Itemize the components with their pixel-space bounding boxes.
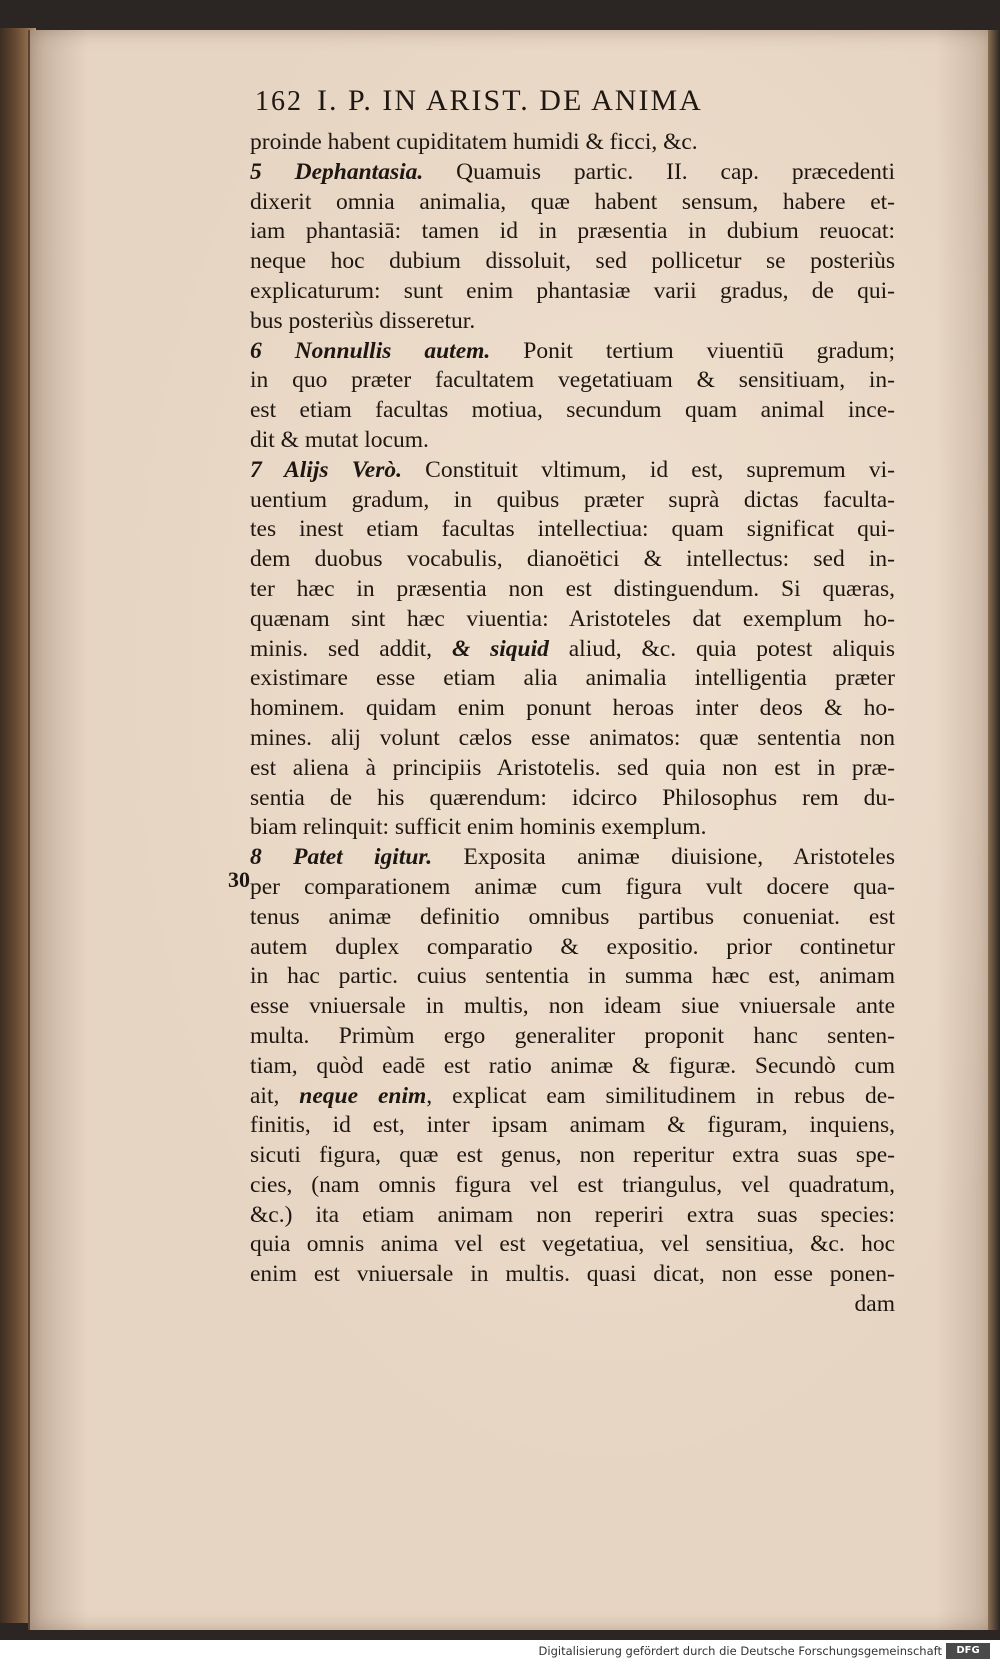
digitization-footer: [0, 1640, 1000, 1667]
line-text: cies, (nam omnis figura vel est triangulus, vel quadratum,: [250, 1171, 895, 1198]
line-text: est etiam facultas motiua, secundum quam animal ince-: [250, 397, 895, 424]
text-line: [250, 575, 895, 605]
text-line: [250, 664, 895, 694]
line-text: biam relinquit: sufficit enim hominis exemplum.: [250, 814, 707, 841]
commentary-text: [250, 128, 895, 1320]
line-text: per comparationem animæ cum figura vult docere qua-: [250, 873, 895, 900]
text-line: [250, 754, 895, 784]
line-text: in quo præter facultatem vegetatiuam & sensitiuam, in-: [250, 367, 895, 394]
text-line: [250, 962, 895, 992]
line-text: mines. alij volunt cælos esse animatos: quæ sententia non: [250, 724, 895, 751]
line-text: in hac partic. cuius sententia in summa hæc est, animam: [250, 963, 895, 990]
line-text: dit & mutat locum.: [250, 426, 429, 453]
text-line: [250, 873, 895, 903]
page-fore-edge: [988, 30, 1000, 1630]
line-text: tenus animæ definitio omnibus partibus conueniat. est: [250, 903, 895, 930]
text-line: [250, 1201, 895, 1231]
line-text: uentium gradum, in quibus præter suprà dictas faculta-: [250, 486, 895, 513]
running-title: I. P. IN ARIST. DE ANIMA: [317, 84, 703, 117]
text-line: [250, 1171, 895, 1201]
line-text: sicuti figura, quæ est genus, non reperitur extra suas spe-: [250, 1142, 895, 1169]
text-line: [250, 486, 895, 516]
lemma: 6 Nonnullis autem.: [250, 337, 491, 364]
text-line: [250, 813, 895, 843]
text-line: [250, 426, 895, 456]
line-text: sentia de his quærendum: idcirco Philosophus rem du-: [250, 784, 895, 811]
text-line: [250, 1111, 895, 1141]
line-text: Constituit vltimum, id est, supremum vi-: [401, 456, 895, 483]
text-line: [250, 396, 895, 426]
text-line: [250, 724, 895, 754]
text-line: [250, 903, 895, 933]
text-line: [250, 217, 895, 247]
page-number: 162: [255, 86, 303, 117]
line-text: autem duplex comparatio & expositio. prior continetur: [250, 933, 895, 960]
line-text: est aliena à principiis Aristotelis. sed quia non est in præ-: [250, 754, 895, 781]
funding-credit: Digitalisierung gefördert durch die Deutsche Forschungsgemeinschaft: [538, 1644, 942, 1658]
line-text: dixerit omnia animalia, quæ habent sensum, habere et-: [250, 188, 895, 215]
text-line: [250, 307, 895, 337]
line-text: tiam, quòd eadē est ratio animæ & figuræ. Secundò cum: [250, 1052, 895, 1079]
lemma: 8 Patet igitur.: [250, 844, 433, 871]
line-text: multa. Primùm ergo generaliter proponit hanc senten-: [250, 1022, 895, 1049]
text-line: [250, 1230, 895, 1260]
line-text: hominem. quidam enim ponunt heroas inter deos & ho-: [250, 695, 895, 722]
text-line: [250, 337, 895, 367]
text-line: [250, 1260, 895, 1290]
text-line: [250, 843, 895, 873]
line-text: &c.) ita etiam animam non reperiri extra suas species:: [250, 1201, 895, 1228]
text-line: [250, 277, 895, 307]
text-line: [250, 784, 895, 814]
line-text: tes inest etiam facultas intellectiua: quam significat qui-: [250, 516, 895, 543]
line-text: enim est vniuersale in multis. quasi dicat, non esse ponen-: [250, 1261, 895, 1288]
text-line: [250, 545, 895, 575]
line-text: minis. sed addit,: [250, 635, 452, 662]
dfg-logo: DFG: [946, 1643, 990, 1659]
text-line: [250, 992, 895, 1022]
line-text: explicaturum: sunt enim phantasiæ varii gradus, de qui-: [250, 277, 895, 304]
line-text: proinde habent cupiditatem humidi & ficci, &c.: [250, 129, 698, 155]
text-line: [250, 247, 895, 277]
line-text: esse vniuersale in multis, non ideam siue vniuersale ante: [250, 993, 895, 1020]
inline-lemma: neque enim: [299, 1082, 427, 1109]
line-text: dam: [854, 1291, 895, 1318]
text-line: [250, 1290, 895, 1320]
text-line: [250, 1022, 895, 1052]
text-line: [250, 1052, 895, 1082]
text-line: [250, 128, 895, 158]
line-text: iam phantasiā: tamen id in præsentia in dubium reuocat:: [250, 218, 895, 245]
line-text: neque hoc dubium dissoluit, sed pollicetur se posteriùs: [250, 248, 895, 275]
margin-line-number: 30: [228, 867, 250, 892]
line-text: finitis, id est, inter ipsam animam & figuram, inquiens,: [250, 1112, 895, 1139]
line-text: ter hæc in præsentia non est distinguendum. Si quæras,: [250, 575, 895, 602]
text-line: [250, 933, 895, 963]
line-text: Ponit tertium viuentiū gradum;: [490, 337, 895, 364]
line-text-continued: aliud, &c. quia potest aliquis: [548, 635, 895, 662]
text-line: [250, 605, 895, 635]
line-text: bus posteriùs disseretur.: [250, 307, 476, 334]
text-line: [250, 694, 895, 724]
line-text: quia omnis anima vel est vegetatiua, vel sensitiua, &c. hoc: [250, 1231, 895, 1258]
text-line: [250, 515, 895, 545]
lemma: 7 Alijs Verò.: [250, 456, 402, 483]
line-text: existimare esse etiam alia animalia intelligentia præter: [250, 665, 895, 692]
text-line: [250, 635, 895, 665]
text-line: [250, 188, 895, 218]
text-line: [250, 158, 895, 188]
inline-lemma: & siquid: [451, 635, 549, 662]
running-head: [255, 84, 815, 128]
line-text-continued: , explicat eam similitudinem in rebus de-: [426, 1082, 896, 1109]
text-line: [250, 1141, 895, 1171]
line-text: Exposita animæ diuisione, Aristoteles: [432, 844, 895, 871]
text-line: [250, 1082, 895, 1112]
text-line: [250, 456, 895, 486]
line-text: Quamuis partic. II. cap. præcedenti: [423, 158, 895, 185]
line-text: ait,: [250, 1082, 300, 1109]
line-text: dem duobus vocabulis, dianoëtici & intellectus: sed in-: [250, 546, 895, 573]
line-text: quænam sint hæc viuentia: Aristoteles dat exemplum ho-: [250, 605, 895, 632]
lemma: 5 Dephantasia.: [250, 158, 424, 185]
text-line: [250, 366, 895, 396]
